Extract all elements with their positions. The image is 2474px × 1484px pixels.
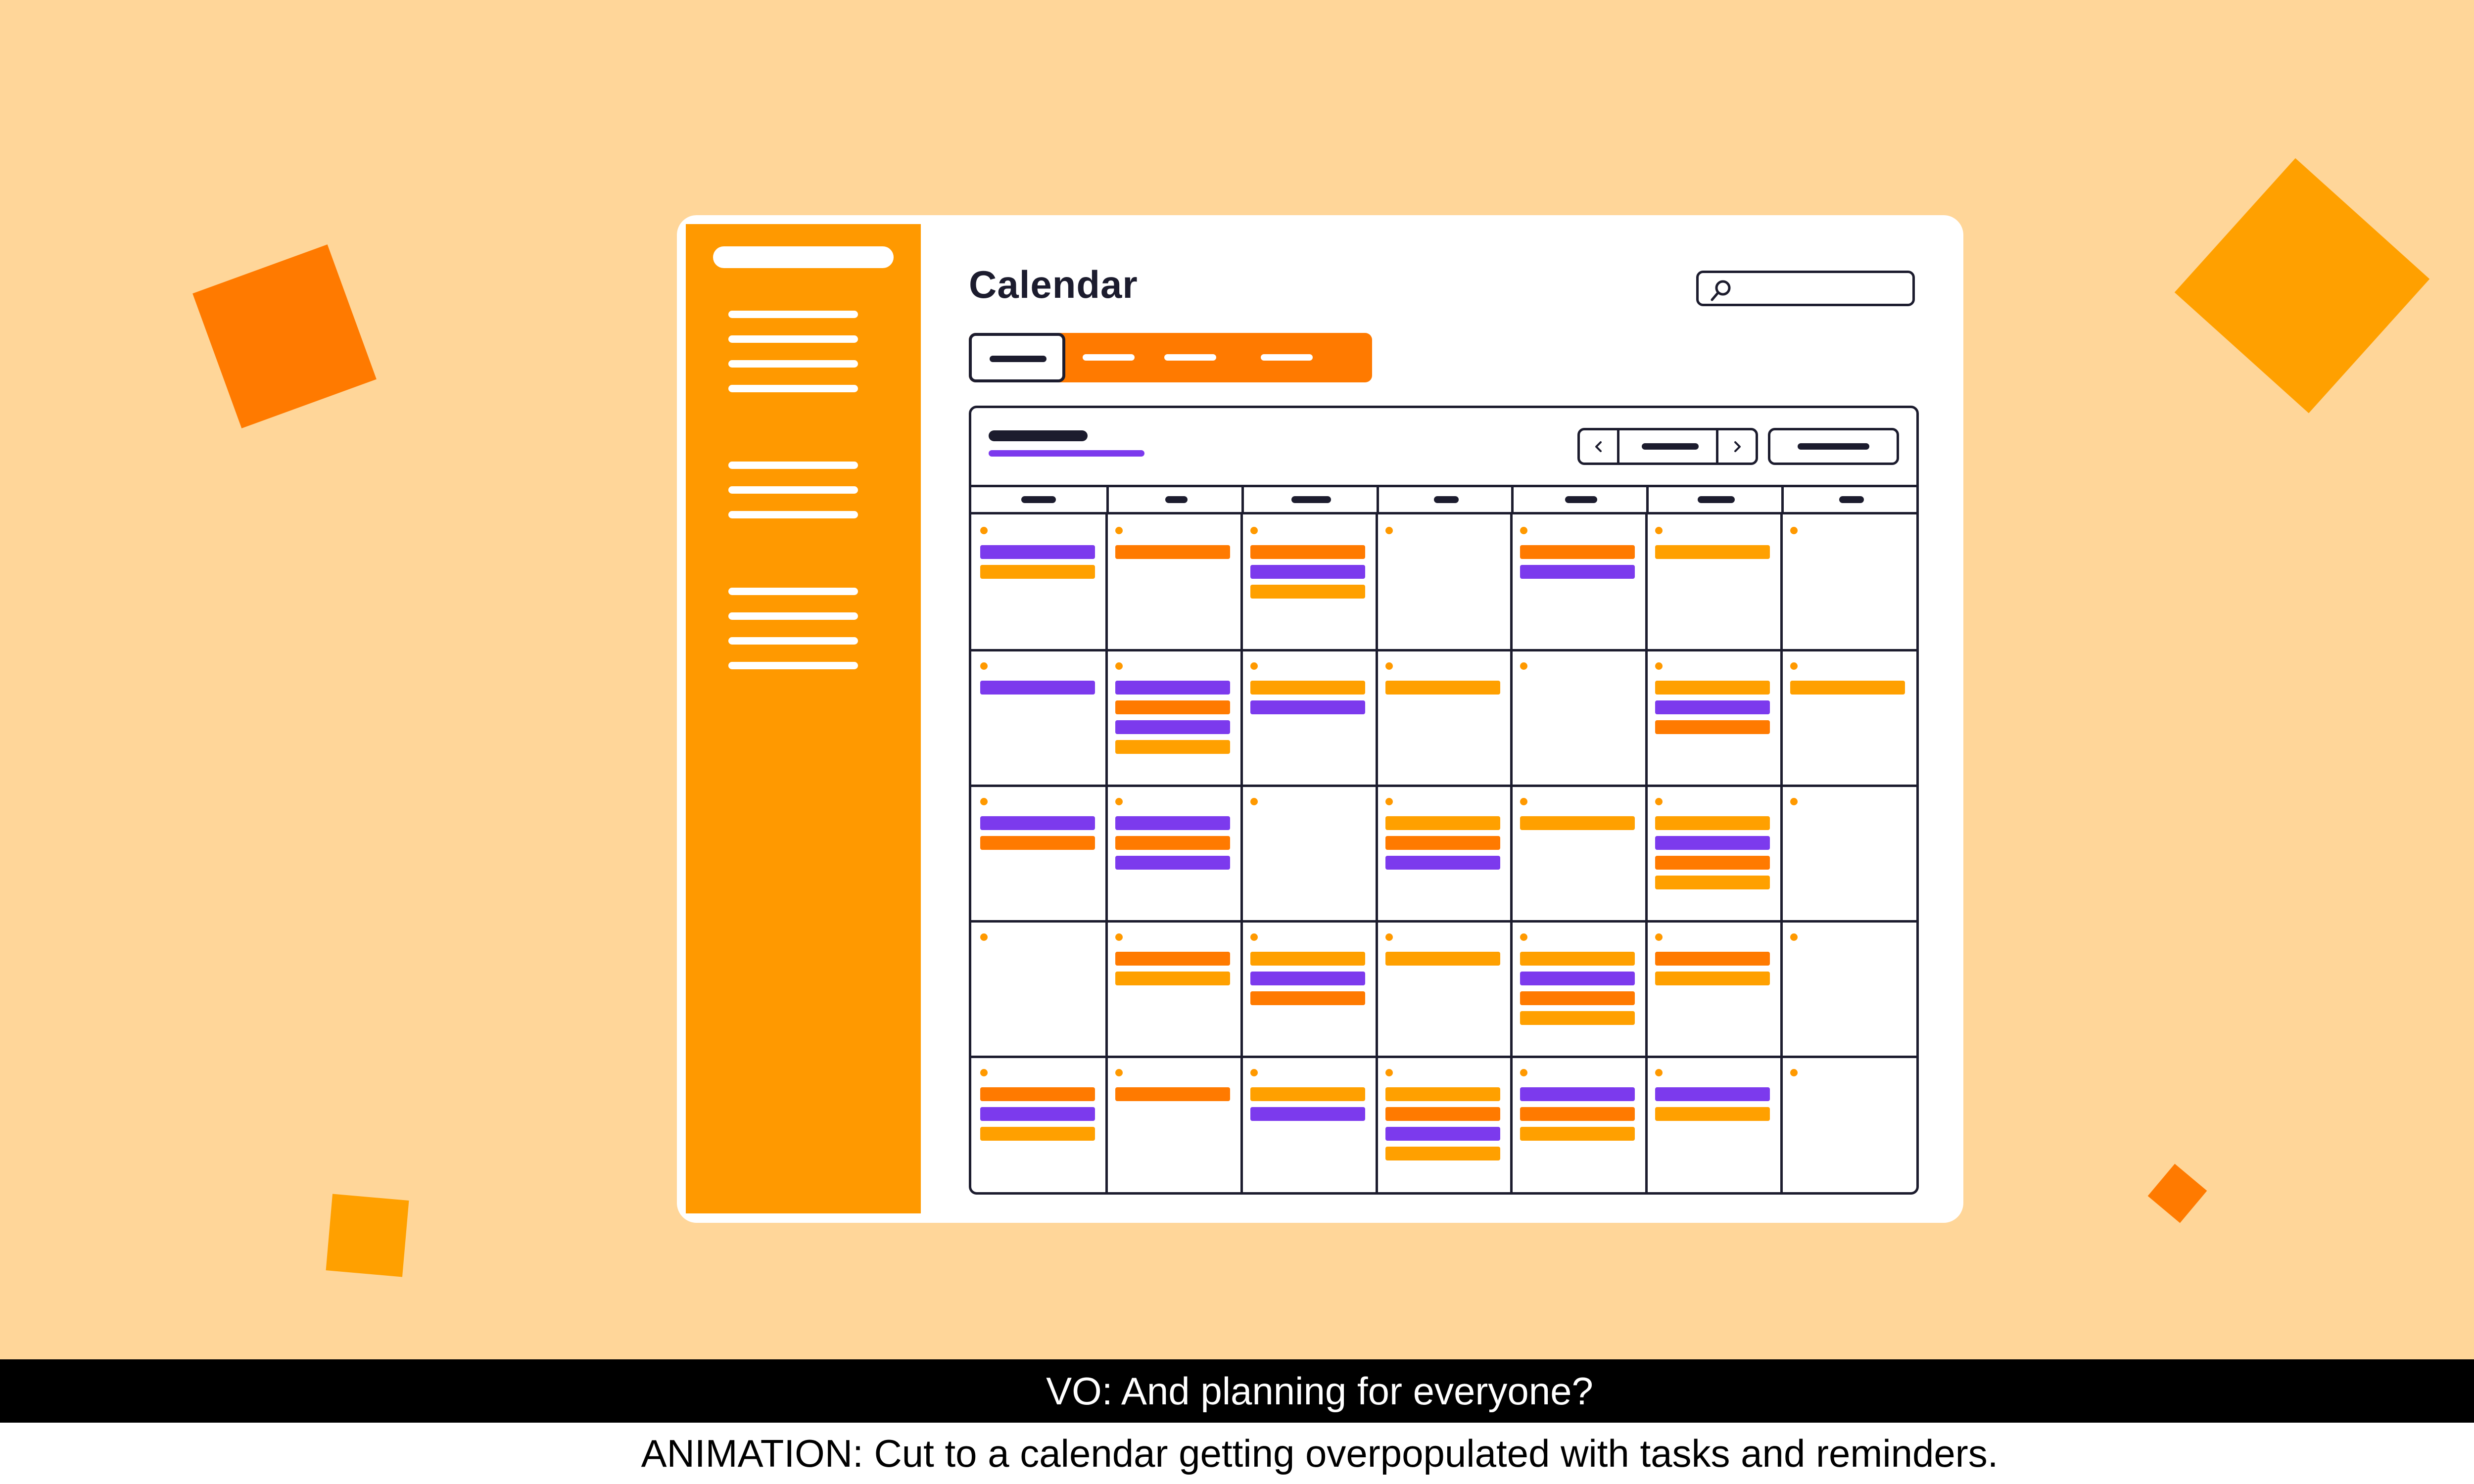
calendar-event[interactable] bbox=[980, 816, 1095, 830]
calendar-grid bbox=[969, 406, 1919, 1195]
day-cell[interactable] bbox=[1377, 514, 1512, 650]
decorative-square bbox=[326, 1194, 409, 1277]
weekday-label-placeholder bbox=[1698, 496, 1735, 503]
calendar-event[interactable] bbox=[1655, 836, 1770, 850]
day-indicator-dot bbox=[1385, 1069, 1393, 1076]
calendar-event[interactable] bbox=[1655, 1107, 1770, 1121]
day-indicator-dot bbox=[980, 798, 988, 805]
sidebar-item[interactable] bbox=[728, 360, 858, 368]
day-cell[interactable] bbox=[1781, 514, 1916, 650]
day-cell[interactable] bbox=[1511, 921, 1646, 1057]
prev-month-button[interactable] bbox=[1580, 430, 1619, 463]
day-indicator-dot bbox=[1790, 933, 1798, 941]
month-title-placeholder bbox=[989, 430, 1088, 441]
day-indicator-dot bbox=[1250, 933, 1258, 941]
calendar-event[interactable] bbox=[1520, 565, 1635, 579]
animation-caption: ANIMATION: Cut to a calendar getting overpopulated with tasks and reminders. bbox=[0, 1423, 2474, 1484]
weekday-label-placeholder bbox=[1291, 496, 1331, 503]
calendar-event[interactable] bbox=[1115, 816, 1230, 830]
day-indicator-dot bbox=[1655, 1069, 1663, 1076]
day-cell[interactable] bbox=[1646, 786, 1781, 921]
day-indicator-dot bbox=[980, 1069, 988, 1076]
calendar-event[interactable] bbox=[1655, 816, 1770, 830]
day-cell[interactable] bbox=[1106, 514, 1241, 650]
day-indicator-dot bbox=[980, 933, 988, 941]
calendar-event[interactable] bbox=[1385, 836, 1500, 850]
calendar-event[interactable] bbox=[1520, 545, 1635, 559]
grid-line bbox=[971, 920, 1916, 923]
month-navigation bbox=[1577, 428, 1758, 465]
calendar-event[interactable] bbox=[980, 1107, 1095, 1121]
day-cell[interactable] bbox=[1241, 650, 1377, 786]
calendar-event[interactable] bbox=[1655, 856, 1770, 870]
view-tabs bbox=[969, 333, 1372, 382]
day-indicator-dot bbox=[1250, 798, 1258, 805]
day-cell[interactable] bbox=[1781, 786, 1916, 921]
day-cell[interactable] bbox=[971, 786, 1106, 921]
calendar-event[interactable] bbox=[1520, 972, 1635, 985]
sidebar-item[interactable] bbox=[728, 511, 858, 518]
calendar-event[interactable] bbox=[1115, 952, 1230, 966]
day-indicator-dot bbox=[1520, 798, 1527, 805]
weekday-label-placeholder bbox=[1165, 496, 1188, 503]
day-cell[interactable] bbox=[1377, 921, 1512, 1057]
grid-line bbox=[1780, 514, 1783, 1192]
day-cell[interactable] bbox=[1377, 1057, 1512, 1192]
calendar-event[interactable] bbox=[1520, 1087, 1635, 1101]
day-cell[interactable] bbox=[1646, 921, 1781, 1057]
sidebar-item[interactable] bbox=[728, 335, 858, 343]
calendar-event[interactable] bbox=[1250, 952, 1365, 966]
grid-line bbox=[1645, 514, 1648, 1192]
sidebar-item[interactable] bbox=[728, 588, 858, 595]
tab-active[interactable] bbox=[969, 333, 1065, 382]
calendar-event[interactable] bbox=[1115, 720, 1230, 734]
grid-line bbox=[971, 785, 1916, 787]
calendar-event[interactable] bbox=[1520, 1127, 1635, 1141]
day-cell[interactable] bbox=[1106, 921, 1241, 1057]
day-cell[interactable] bbox=[971, 1057, 1106, 1192]
calendar-event[interactable] bbox=[1520, 991, 1635, 1005]
day-indicator-dot bbox=[1655, 662, 1663, 670]
decorative-square bbox=[192, 244, 377, 428]
calendar-event[interactable] bbox=[1115, 700, 1230, 714]
sidebar-item[interactable] bbox=[728, 462, 858, 469]
voiceover-caption: VO: And planning for everyone? bbox=[0, 1359, 2474, 1423]
weekday-header-cell bbox=[971, 487, 1106, 512]
day-indicator-dot bbox=[1520, 933, 1527, 941]
calendar-event[interactable] bbox=[1655, 681, 1770, 695]
sidebar-item[interactable] bbox=[728, 637, 858, 645]
calendar-event[interactable] bbox=[1385, 1147, 1500, 1160]
calendar-event[interactable] bbox=[1115, 740, 1230, 754]
sidebar-item[interactable] bbox=[728, 486, 858, 494]
calendar-event[interactable] bbox=[1655, 972, 1770, 985]
calendar-event[interactable] bbox=[980, 836, 1095, 850]
day-indicator-dot bbox=[1250, 527, 1258, 534]
day-indicator-dot bbox=[1790, 662, 1798, 670]
day-indicator-dot bbox=[980, 662, 988, 670]
day-cell[interactable] bbox=[1241, 1057, 1377, 1192]
day-indicator-dot bbox=[1115, 662, 1123, 670]
sidebar-item[interactable] bbox=[728, 385, 858, 392]
calendar-event[interactable] bbox=[1655, 1087, 1770, 1101]
grid-line bbox=[1240, 514, 1243, 1192]
grid-line bbox=[971, 1056, 1916, 1058]
calendar-event[interactable] bbox=[1250, 585, 1365, 599]
next-month-button[interactable] bbox=[1716, 430, 1756, 463]
weekday-header-cell bbox=[1511, 487, 1646, 512]
search-input[interactable] bbox=[1696, 271, 1915, 306]
calendar-event[interactable] bbox=[1655, 720, 1770, 734]
today-button[interactable] bbox=[1768, 428, 1899, 465]
day-cell[interactable] bbox=[1511, 650, 1646, 786]
day-cell[interactable] bbox=[1241, 514, 1377, 650]
app-window bbox=[677, 215, 1963, 1223]
day-cell[interactable] bbox=[971, 650, 1106, 786]
calendar-event[interactable] bbox=[1520, 1107, 1635, 1121]
calendar-event[interactable] bbox=[1115, 681, 1230, 695]
calendar-event[interactable] bbox=[1655, 545, 1770, 559]
calendar-event[interactable] bbox=[980, 1087, 1095, 1101]
day-indicator-dot bbox=[1655, 798, 1663, 805]
grid-line bbox=[1510, 514, 1513, 1192]
day-indicator-dot bbox=[1250, 662, 1258, 670]
chevron-left-icon bbox=[1591, 439, 1606, 454]
tab[interactable] bbox=[1261, 354, 1313, 361]
day-cell[interactable] bbox=[1377, 650, 1512, 786]
weekday-label-placeholder bbox=[1839, 496, 1864, 503]
calendar-event[interactable] bbox=[980, 681, 1095, 695]
day-cell[interactable] bbox=[1106, 1057, 1241, 1192]
day-indicator-dot bbox=[1250, 1069, 1258, 1076]
day-cell[interactable] bbox=[1106, 786, 1241, 921]
tab[interactable] bbox=[1083, 354, 1135, 361]
calendar-event[interactable] bbox=[1655, 700, 1770, 714]
calendar-event[interactable] bbox=[1385, 1087, 1500, 1101]
calendar-event[interactable] bbox=[1250, 545, 1365, 559]
page-title: Calendar bbox=[969, 263, 1138, 306]
calendar-event[interactable] bbox=[1385, 1127, 1500, 1141]
day-cell[interactable] bbox=[1781, 1057, 1916, 1192]
calendar-event[interactable] bbox=[1385, 816, 1500, 830]
calendar-event[interactable] bbox=[1115, 972, 1230, 985]
sidebar-item[interactable] bbox=[728, 612, 858, 620]
calendar-event[interactable] bbox=[1115, 856, 1230, 870]
day-indicator-dot bbox=[1790, 1069, 1798, 1076]
day-indicator-dot bbox=[1115, 798, 1123, 805]
weekday-header-cell bbox=[1646, 487, 1781, 512]
day-indicator-dot bbox=[1655, 933, 1663, 941]
day-cell[interactable] bbox=[1646, 650, 1781, 786]
day-cell[interactable] bbox=[971, 921, 1106, 1057]
day-indicator-dot bbox=[1520, 1069, 1527, 1076]
calendar-event[interactable] bbox=[1250, 991, 1365, 1005]
day-cell[interactable] bbox=[1781, 650, 1916, 786]
day-cell[interactable] bbox=[1646, 514, 1781, 650]
day-indicator-dot bbox=[1385, 798, 1393, 805]
calendar-event[interactable] bbox=[980, 545, 1095, 559]
calendar-days bbox=[971, 514, 1916, 1192]
sidebar bbox=[686, 224, 921, 1213]
grid-line bbox=[1376, 514, 1378, 1192]
calendar-event[interactable] bbox=[1115, 545, 1230, 559]
calendar-event[interactable] bbox=[1250, 972, 1365, 985]
day-cell[interactable] bbox=[1241, 921, 1377, 1057]
day-indicator-dot bbox=[1385, 527, 1393, 534]
decorative-square bbox=[2148, 1164, 2207, 1223]
calendar-event[interactable] bbox=[1385, 1107, 1500, 1121]
day-indicator-dot bbox=[1385, 933, 1393, 941]
calendar-event[interactable] bbox=[1115, 1087, 1230, 1101]
grid-line bbox=[1105, 514, 1108, 1192]
weekday-header-cell bbox=[1241, 487, 1377, 512]
calendar-event[interactable] bbox=[980, 565, 1095, 579]
calendar-event[interactable] bbox=[1520, 952, 1635, 966]
day-indicator-dot bbox=[1790, 527, 1798, 534]
day-indicator-dot bbox=[1520, 662, 1527, 670]
chevron-right-icon bbox=[1730, 439, 1745, 454]
weekday-header-row bbox=[971, 485, 1916, 514]
day-indicator-dot bbox=[1790, 798, 1798, 805]
day-cell[interactable] bbox=[1106, 650, 1241, 786]
day-cell[interactable] bbox=[1377, 786, 1512, 921]
calendar-event[interactable] bbox=[1385, 681, 1500, 695]
day-indicator-dot bbox=[1115, 527, 1123, 534]
day-indicator-dot bbox=[1115, 1069, 1123, 1076]
day-indicator-dot bbox=[1520, 527, 1527, 534]
calendar-event[interactable] bbox=[1655, 876, 1770, 889]
day-indicator-dot bbox=[1385, 662, 1393, 670]
weekday-header-cell bbox=[1781, 487, 1916, 512]
calendar-event[interactable] bbox=[1385, 952, 1500, 966]
month-subtitle-placeholder bbox=[989, 450, 1144, 457]
current-month-placeholder bbox=[1642, 443, 1699, 450]
calendar-event[interactable] bbox=[980, 1127, 1095, 1141]
day-indicator-dot bbox=[1115, 933, 1123, 941]
sidebar-item[interactable] bbox=[728, 311, 858, 318]
calendar-event[interactable] bbox=[1790, 681, 1905, 695]
day-cell[interactable] bbox=[1511, 786, 1646, 921]
calendar-event[interactable] bbox=[1250, 1107, 1365, 1121]
calendar-event[interactable] bbox=[1250, 1087, 1365, 1101]
calendar-event[interactable] bbox=[1655, 952, 1770, 966]
decorative-square bbox=[2175, 158, 2429, 413]
day-cell[interactable] bbox=[971, 514, 1106, 650]
calendar-event[interactable] bbox=[1115, 836, 1230, 850]
day-cell[interactable] bbox=[1511, 514, 1646, 650]
day-cell[interactable] bbox=[1781, 921, 1916, 1057]
weekday-header-cell bbox=[1377, 487, 1512, 512]
calendar-event[interactable] bbox=[1250, 700, 1365, 714]
today-label-placeholder bbox=[1798, 443, 1869, 450]
weekday-label-placeholder bbox=[1021, 496, 1056, 503]
calendar-event[interactable] bbox=[1520, 1011, 1635, 1025]
day-indicator-dot bbox=[1655, 527, 1663, 534]
day-cell[interactable] bbox=[1241, 786, 1377, 921]
sidebar-item[interactable] bbox=[728, 662, 858, 669]
calendar-event[interactable] bbox=[1250, 565, 1365, 579]
tab[interactable] bbox=[1164, 354, 1216, 361]
day-cell[interactable] bbox=[1511, 1057, 1646, 1192]
weekday-header-cell bbox=[1106, 487, 1241, 512]
calendar-event[interactable] bbox=[1520, 816, 1635, 830]
tab-label-placeholder bbox=[990, 356, 1047, 362]
sidebar-header-placeholder[interactable] bbox=[713, 246, 894, 268]
weekday-label-placeholder bbox=[1565, 496, 1597, 503]
calendar-event[interactable] bbox=[1385, 856, 1500, 870]
calendar-event[interactable] bbox=[1250, 681, 1365, 695]
weekday-label-placeholder bbox=[1434, 496, 1459, 503]
day-cell[interactable] bbox=[1646, 1057, 1781, 1192]
day-indicator-dot bbox=[980, 527, 988, 534]
search-icon bbox=[1709, 278, 1733, 303]
grid-line bbox=[971, 649, 1916, 651]
